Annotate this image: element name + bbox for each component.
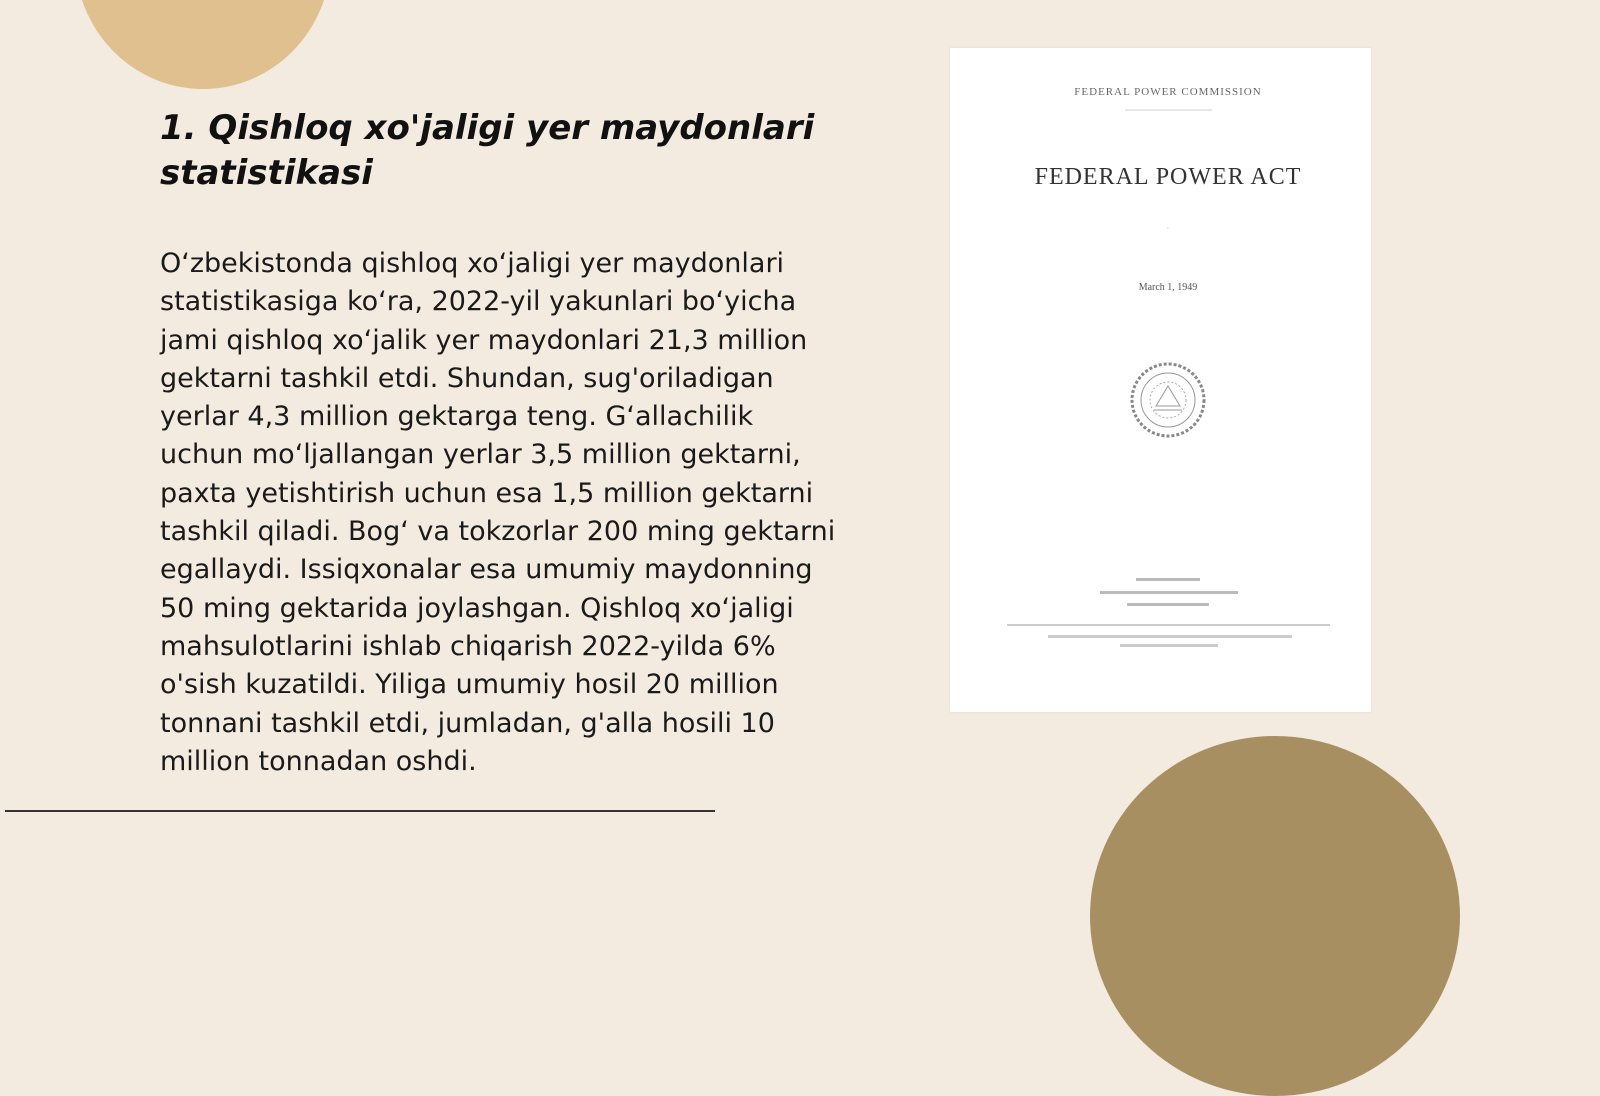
decorative-circle-bottom	[1090, 736, 1460, 1096]
divider-line	[5, 810, 715, 812]
footer-fine-print	[1048, 635, 1292, 647]
svg-text:·: ·	[1166, 224, 1170, 233]
document-date: March 1, 1949	[1138, 282, 1198, 293]
document-header: FEDERAL POWER COMMISSION	[1074, 86, 1262, 98]
document-image	[950, 48, 1371, 712]
slide-body-text: O‘zbekistonda qishloq xo‘jaligi yer maydonlari statistikasiga ko‘ra, 2022-yil yakunlari bo‘yicha jami qishloq xo‘jalik yer maydonlari 21,3 million gektarni tashkil etdi. Shundan, sug'oriladigan yerlar 4,3 million gektarga teng. G‘allachilik uchun mo‘ljallangan yerlar 3,5 million gektarni, paxta yetishtirish uchun esa 1,5 million gektarni tashkil qiladi. Bog‘ va tokzorlar 200 ming gektarni egallaydi. Issiqxonalar esa umumiy maydonning 50 ming gektarida joylashgan. Qishloq xo‘jaligi mahsulotlarini ishlab chiqarish 2022-yilda 6% o'sish kuzatildi. Yiliga umumiy hosil 20 million tonnani tashkil etdi, jumladan, g'alla hosili 10 million tonnadan oshdi.	[160, 248, 836, 777]
printer-info-block	[1100, 578, 1238, 606]
decorative-circle-top	[75, 0, 331, 89]
document-title: FEDERAL POWER ACT	[1034, 164, 1302, 190]
slide-title: 1. Qishloq xo'jaligi yer maydonlari statistikasi	[160, 108, 815, 193]
seal-icon	[1132, 364, 1204, 436]
